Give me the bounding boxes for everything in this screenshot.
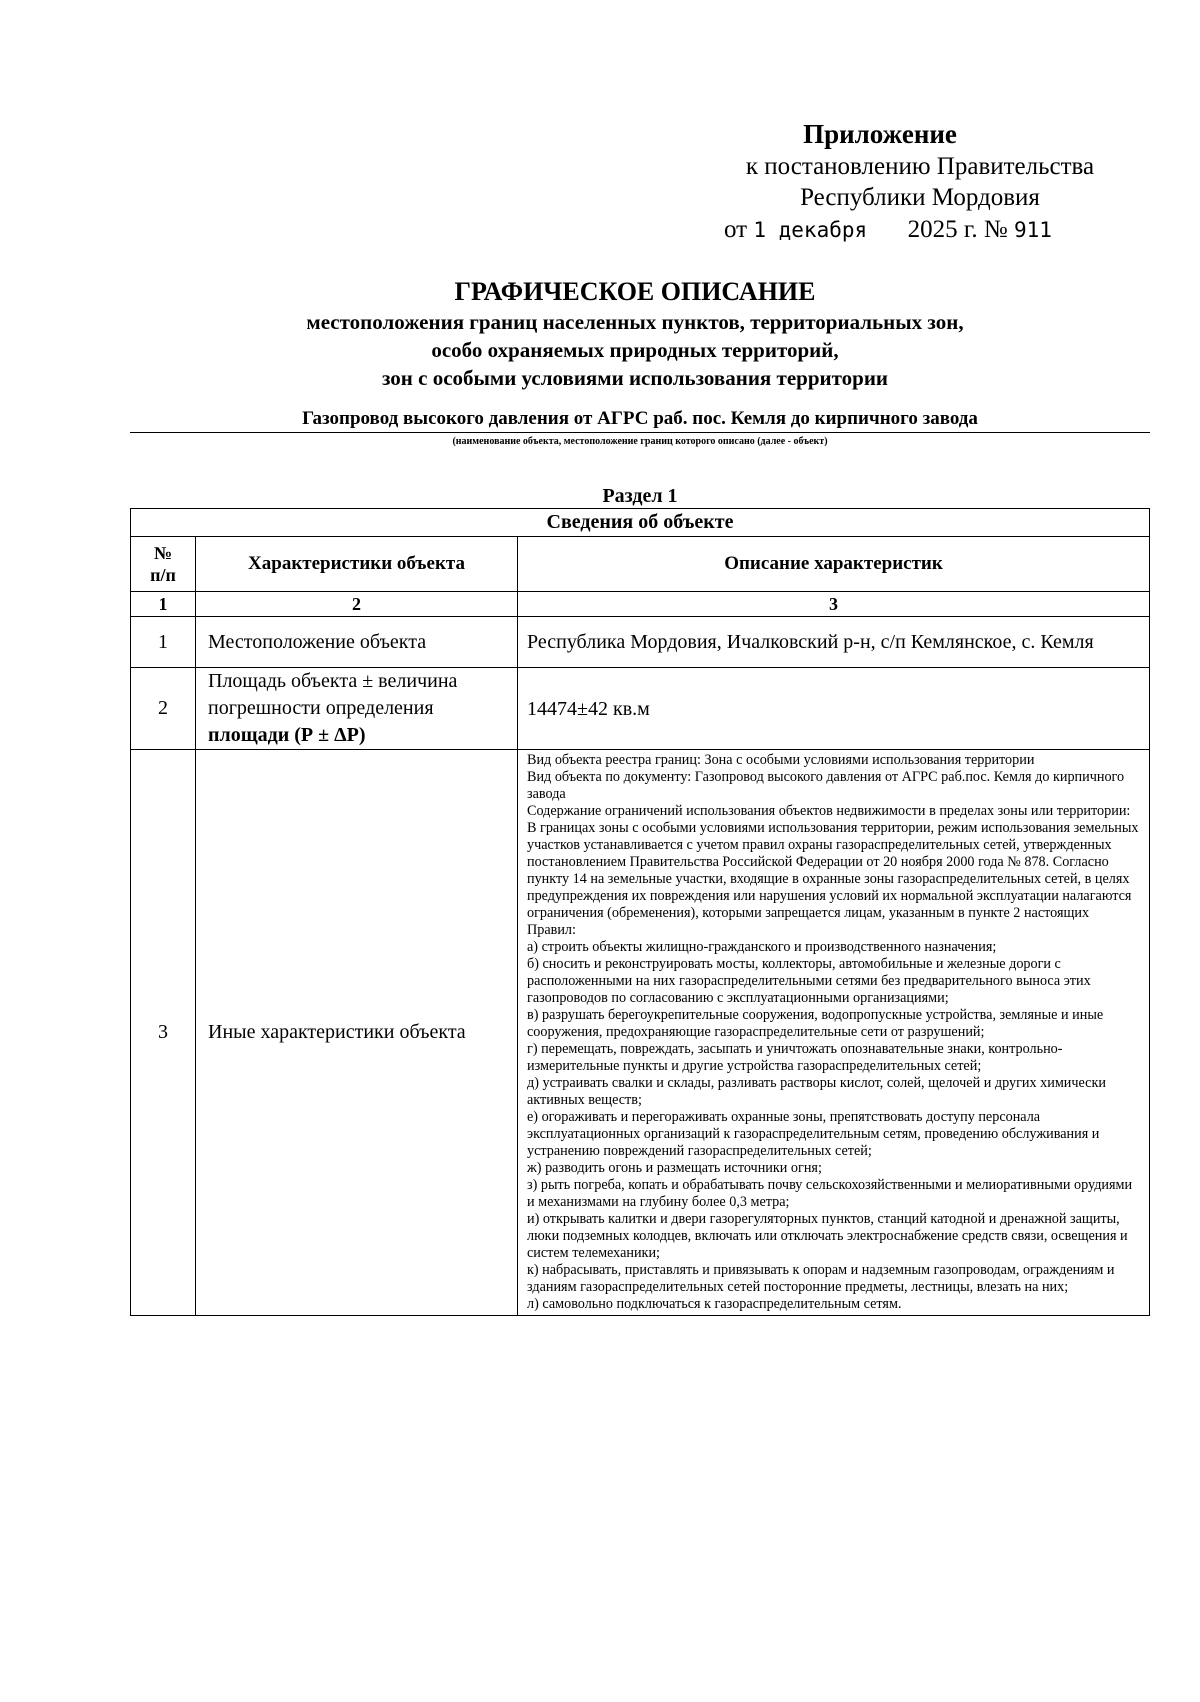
header-number-line-2: п/п xyxy=(150,565,176,585)
index-cell: 3 xyxy=(518,592,1150,617)
row-characteristic: Иные характеристики объекта xyxy=(196,750,518,1316)
table-header-row xyxy=(131,537,1150,592)
index-cell: 2 xyxy=(196,592,518,617)
row-characteristic-line: погрешности определения xyxy=(208,697,434,719)
document-subtitle-line-1: местоположения границ населенных пунктов, территориальных зон, xyxy=(306,310,964,334)
resolution-number: 911 xyxy=(1013,218,1052,242)
header-number xyxy=(131,537,196,592)
row-characteristic: Местоположение объекта xyxy=(196,617,518,668)
table-row xyxy=(131,617,1150,668)
table-caption-row xyxy=(131,509,1150,537)
object-info-table xyxy=(130,508,1150,1316)
restriction-paragraph: Вид объекта реестра границ: Зона с особыми условиями использования территории xyxy=(527,752,1035,768)
header-number-line-1: № xyxy=(153,543,173,563)
restriction-item: ж) разводить огонь и размещать источники огня; xyxy=(527,1160,822,1176)
restriction-item: л) самовольно подключаться к газораспределительным сетям. xyxy=(527,1296,902,1312)
row-number: 1 xyxy=(131,617,196,668)
restriction-item: г) перемещать, повреждать, засыпать и уничтожать опознавательные знаки, контрольно-измерительные пункты и другие устройства газораспределительных сетей; xyxy=(527,1041,1063,1074)
restriction-item: и) открывать калитки и двери газорегуляторных пунктов, станций катодной и дренажной защиты, люки подземных колодцев, включать или отключать электроснабжение средств связи, освещения и систем телемеханики; xyxy=(527,1211,1128,1261)
restriction-item: з) рыть погреба, копать и обрабатывать почву сельскохозяйственными и мелиоративными орудиями и механизмами на глубину более 0,3 метра; xyxy=(527,1177,1133,1210)
date-day-month: 1 декабря xyxy=(753,218,868,242)
row-characteristic xyxy=(196,668,518,750)
restriction-item: е) огораживать и перегораживать охранные зоны, препятствовать доступу персонала эксплуатационных организаций к газораспределительным сетям, проведению обслуживания и устранению повреждений газораспределительных сетей; xyxy=(527,1109,1100,1159)
row-description-restrictions xyxy=(518,750,1150,1316)
document-title-block xyxy=(120,276,1150,392)
row-number: 2 xyxy=(131,668,196,750)
restriction-item: а) строить объекты жилищно-гражданского и производственного назначения; xyxy=(527,939,997,955)
appendix-line-1: к постановлению Правительства xyxy=(745,153,1095,180)
header-description: Описание характеристик xyxy=(518,537,1150,592)
row-characteristic-line: Площадь объекта ± величина xyxy=(208,670,458,692)
header-characteristics: Характеристики объекта xyxy=(196,537,518,592)
index-cell: 1 xyxy=(131,592,196,617)
restriction-item: б) сносить и реконструировать мосты, коллекторы, автомобильные и железные дороги с расположенными на них газораспределительными сетями без предварительного выноса этих газопроводов по согласованию с эксплуатационными организациями; xyxy=(527,956,1091,1006)
restriction-item: в) разрушать берегоукрепительные сооружения, водопропускные устройства, земляные и иные сооружения, предохраняющие газораспределительные сети от разрушений; xyxy=(527,1007,1104,1040)
document-subtitle-line-3: зон с особыми условиями использования территории xyxy=(381,366,889,390)
document-title: ГРАФИЧЕСКОЕ ОПИСАНИЕ xyxy=(454,277,816,306)
restriction-item: к) набрасывать, приставлять и привязывать к опорам и надземным газопроводам, ограждениям и зданиям газораспределительных сетей посторонние предметы, лестницы, влезать на них; xyxy=(527,1262,1115,1295)
object-name: Газопровод высокого давления от АГРС раб. пос. Кемля до кирпичного завода xyxy=(130,407,1150,433)
restriction-paragraph: Вид объекта по документу: Газопровод высокого давления от АГРС раб.пос. Кемля до кирпичного завода xyxy=(527,769,1125,802)
row-description: 14474±42 кв.м xyxy=(518,668,1150,750)
appendix-line-2: Республики Мордовия xyxy=(800,184,1040,211)
date-prefix: от xyxy=(724,216,748,243)
row-description: Республика Мордовия, Ичалковский р-н, с/п Кемлянское, с. Кемля xyxy=(518,617,1150,668)
appendix-title: Приложение xyxy=(803,119,957,149)
appendix-date xyxy=(700,213,1140,247)
object-name-caption: (наименование объекта, местоположение границ которого описано (далее - объект) xyxy=(452,436,828,447)
document-subtitle-line-2: особо охраняемых природных территорий, xyxy=(431,338,839,362)
table-row xyxy=(131,750,1150,1316)
date-year: 2025 г. № xyxy=(907,216,1008,243)
area-formula: площади (Р ± ΔР) xyxy=(208,724,366,746)
restriction-paragraph: Содержание ограничений использования объектов недвижимости в пределах зоны или территории: В границах зоны с особыми условиями использования территории, режим использования земельных участков устанавливается с учетом правил охраны газораспределительных сетей, утвержденных постановлением Правительства Российской Федерации от 20 ноября 2000 года № 878. Согласно пункту 14 на земельные участки, входящие в охранные зоны газораспределительных сетей, в целях предупреждения их повреждения или нарушения условий их нормальной эксплуатации налагаются ограничения (обременения), которыми запрещается лицам, указанным в пункте 2 настоящих Правил: xyxy=(527,803,1139,938)
row-number: 3 xyxy=(131,750,196,1316)
table-caption: Сведения об объекте xyxy=(131,509,1150,537)
table-row xyxy=(131,668,1150,750)
row-characteristic-line xyxy=(208,722,511,749)
table-index-row xyxy=(131,592,1150,617)
section-title: Раздел 1 xyxy=(602,485,678,507)
restriction-item: д) устраивать свалки и склады, разливать растворы кислот, солей, щелочей и других химически активных веществ; xyxy=(527,1075,1106,1108)
appendix-header xyxy=(700,118,1140,247)
